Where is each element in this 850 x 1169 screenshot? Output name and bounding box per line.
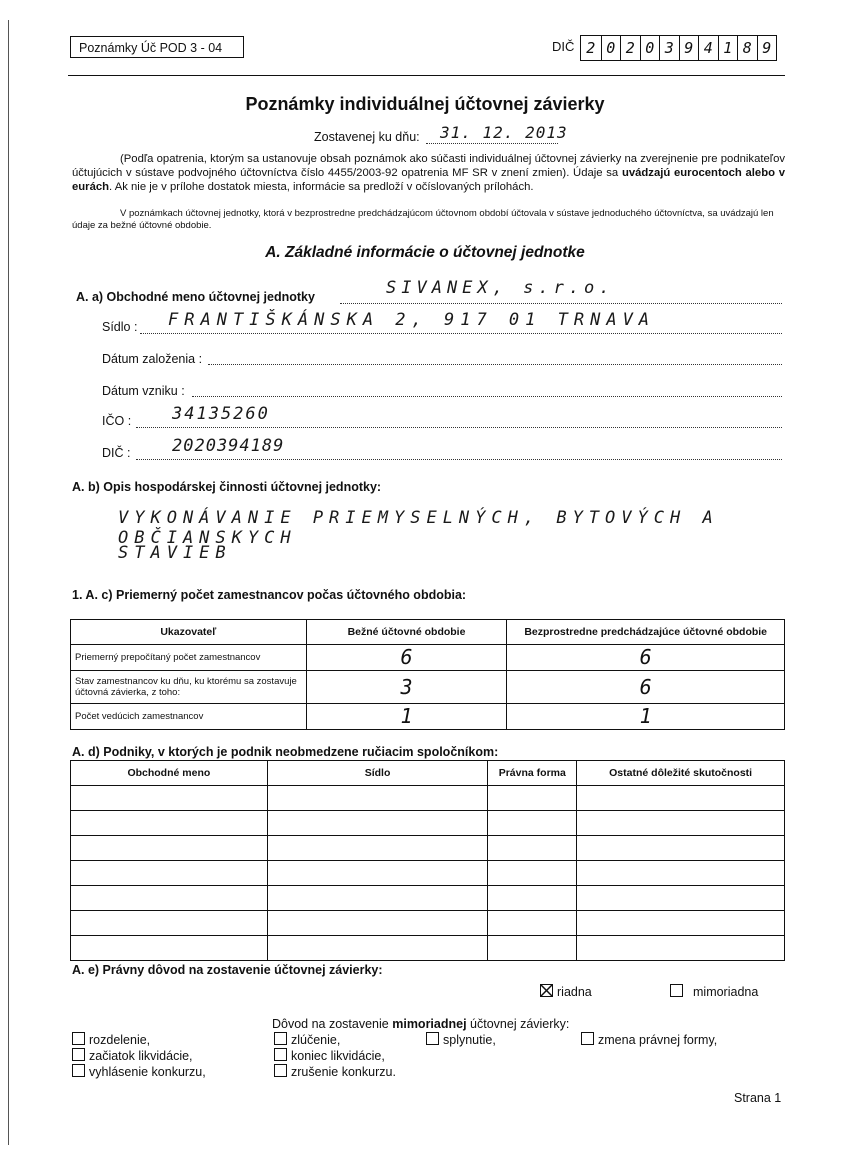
table-row xyxy=(71,886,785,911)
seat-label: Sídlo : xyxy=(102,320,138,334)
partners-header-name: Obchodné meno xyxy=(71,761,268,786)
form-label: Poznámky Úč POD 3 - 04 xyxy=(79,41,223,55)
partners-table xyxy=(70,760,785,961)
seat-dots xyxy=(140,333,782,334)
ico-dots xyxy=(136,427,782,428)
page-title: Poznámky individuálnej účtovnej závierky xyxy=(245,94,605,114)
option-riadna[interactable] xyxy=(540,984,592,999)
current-value: 6 xyxy=(306,645,507,671)
table-row xyxy=(71,704,785,730)
dic-digit-box: 0 xyxy=(640,36,660,60)
table-row xyxy=(71,861,785,886)
option-zrusenie-konkurzu[interactable]: zrušenie konkurzu. xyxy=(274,1064,396,1079)
option-vyhlasenie-konkurzu[interactable]: vyhlásenie konkurzu, xyxy=(72,1064,206,1079)
dic-header-boxes xyxy=(580,35,777,61)
table-row xyxy=(71,786,785,811)
table-row xyxy=(71,811,785,836)
partners-header-other: Ostatné dôležité skutočnosti xyxy=(577,761,785,786)
intro-paragraph xyxy=(72,152,785,194)
check-x-icon xyxy=(541,985,552,996)
created-dots xyxy=(192,396,782,397)
current-value: 3 xyxy=(306,671,507,704)
option-zmena-pravnej-formy[interactable]: zmena právnej formy, xyxy=(581,1032,717,1047)
dic-digit-box: 1 xyxy=(718,36,738,60)
section-a-title: A. Základné informácie o účtovnej jednotke xyxy=(265,244,585,261)
partners-label: A. d) Podniky, v ktorých je podnik neobmedzene ručiacim spoločníkom: xyxy=(72,745,499,759)
employees-table xyxy=(70,619,785,730)
dic-value: 2020394189 xyxy=(172,436,285,456)
option-zaciatok-likvidacie[interactable]: začiatok likvidácie, xyxy=(72,1048,193,1063)
compiled-label: Zostavenej ku dňu: xyxy=(314,130,420,144)
zrusenie-checkbox[interactable] xyxy=(274,1064,287,1077)
dic-label: DIČ : xyxy=(102,446,131,460)
option-rozdelenie[interactable]: rozdelenie, xyxy=(72,1032,150,1047)
ico-value: 34135260 xyxy=(172,404,270,424)
compiled-dots xyxy=(426,143,558,144)
header-rule xyxy=(68,75,785,76)
current-value: 1 xyxy=(306,704,507,730)
zmena-checkbox[interactable] xyxy=(581,1032,594,1045)
intro-text: (Podľa opatrenia, ktorým sa ustanovuje obsah poznámok ako súčasti individuálnej účtovnej závierky na zverejnenie pre podnikateľov účtujúcich v sústave podvojného účtovníctva číslo 4455/2003-92 opatrenia MF SR v znení zmien). Údaje sa xyxy=(72,153,785,179)
compiled-date: 31. 12. 2013 xyxy=(440,123,568,142)
intro-currency: eurocentoch alebo v eurách xyxy=(72,167,786,193)
dic-header-label: DIČ xyxy=(552,39,575,54)
row-label: Počet vedúcich zamestnancov xyxy=(71,704,307,730)
row-label: Priemerný prepočítaný počet zamestnancov xyxy=(71,645,307,671)
form-label-box xyxy=(70,36,244,58)
splynutie-checkbox[interactable] xyxy=(426,1032,439,1045)
zaciatok-checkbox[interactable] xyxy=(72,1048,85,1061)
employees-header-indicator: Ukazovateľ xyxy=(71,620,307,645)
table-row xyxy=(71,671,785,704)
page-number: Strana 1 xyxy=(734,1091,782,1105)
table-row xyxy=(71,936,785,961)
intro-note: V poznámkach účtovnej jednotky, ktorá v bezprostredne predchádzajúcom účtovnom období účtovala v sústave jednoduchého účtovníctva, sa uvádzajú len údaje za bežné účtovné obdobie. xyxy=(72,208,774,231)
employees-header-previous: Bezprostredne predchádzajúce účtovné obdobie xyxy=(507,620,785,645)
legal-reason-label: A. e) Právny dôvod na zostavenie účtovnej závierky: xyxy=(72,963,383,977)
dic-digit-box: 8 xyxy=(737,36,757,60)
zlucenie-checkbox[interactable] xyxy=(274,1032,287,1045)
table-row xyxy=(71,645,785,671)
activity-line-1: VYKONÁVANIE PRIEMYSELNÝCH, BYTOVÝCH A OBČIANSKYCH xyxy=(118,508,719,548)
dic-digit-box: 9 xyxy=(757,36,777,60)
dic-digit-box: 0 xyxy=(601,36,621,60)
ico-label: IČO : xyxy=(102,414,132,428)
employees-label: 1. A. c) Priemerný počet zamestnancov počas účtovného obdobia: xyxy=(72,588,467,602)
riadna-label: riadna xyxy=(557,985,592,999)
dic-digit-box: 2 xyxy=(586,39,596,57)
activity-label: A. b) Opis hospodárskej činnosti účtovnej jednotky: xyxy=(72,480,382,494)
rozdelenie-checkbox[interactable] xyxy=(72,1032,85,1045)
table-row xyxy=(71,911,785,936)
dic-digit-box: 4 xyxy=(698,36,718,60)
dic-digit-box: 3 xyxy=(659,36,679,60)
activity-line-2: STAVIEB xyxy=(118,543,232,563)
previous-value: 6 xyxy=(507,671,785,704)
option-mimoriadna[interactable] xyxy=(670,984,758,999)
founded-dots xyxy=(208,364,782,365)
left-margin-line xyxy=(8,20,9,1145)
founded-label: Dátum založenia : xyxy=(102,352,203,366)
row-label: Stav zamestnancov ku dňu, ku ktorému sa zostavuje účtovná závierka, z toho: xyxy=(71,671,307,704)
option-splynutie[interactable]: splynutie, xyxy=(426,1032,496,1047)
dic-digit-box: 2 xyxy=(620,36,640,60)
option-koniec-likvidacie[interactable]: koniec likvidácie, xyxy=(274,1048,385,1063)
employees-header-current: Bežné účtovné obdobie xyxy=(306,620,507,645)
koniec-checkbox[interactable] xyxy=(274,1048,287,1061)
partners-header-seat: Sídlo xyxy=(267,761,488,786)
intro-text-end: . Ak nie je v prílohe dostatok miesta, informácie sa predloží v očíslovaných prílohách. xyxy=(109,181,534,193)
riadna-checkbox[interactable] xyxy=(540,984,553,997)
previous-value: 1 xyxy=(507,704,785,730)
company-name-label: A. a) Obchodné meno účtovnej jednotky xyxy=(76,290,315,304)
created-label: Dátum vzniku : xyxy=(102,384,185,398)
seat-value: FRANTIŠKÁNSKA 2, 917 01 TRNAVA xyxy=(168,310,656,330)
previous-value: 6 xyxy=(507,645,785,671)
vyhlasenie-checkbox[interactable] xyxy=(72,1064,85,1077)
extraordinary-reason-label: Dôvod na zostavenie mimoriadnej účtovnej závierky: xyxy=(272,1017,570,1031)
company-name-value: SIVANEX, s.r.o. xyxy=(386,278,615,298)
partners-header-form: Právna forma xyxy=(488,761,577,786)
mimoriadna-label: mimoriadna xyxy=(693,985,759,999)
intro-uvadzaju: uvádzajú xyxy=(621,167,671,179)
dic-digit-box: 9 xyxy=(679,36,699,60)
option-zlucenie[interactable]: zlúčenie, xyxy=(274,1032,340,1047)
company-name-dots xyxy=(340,303,782,304)
mimoriadna-checkbox[interactable] xyxy=(670,984,683,997)
table-row xyxy=(71,836,785,861)
dic-dots xyxy=(136,459,782,460)
